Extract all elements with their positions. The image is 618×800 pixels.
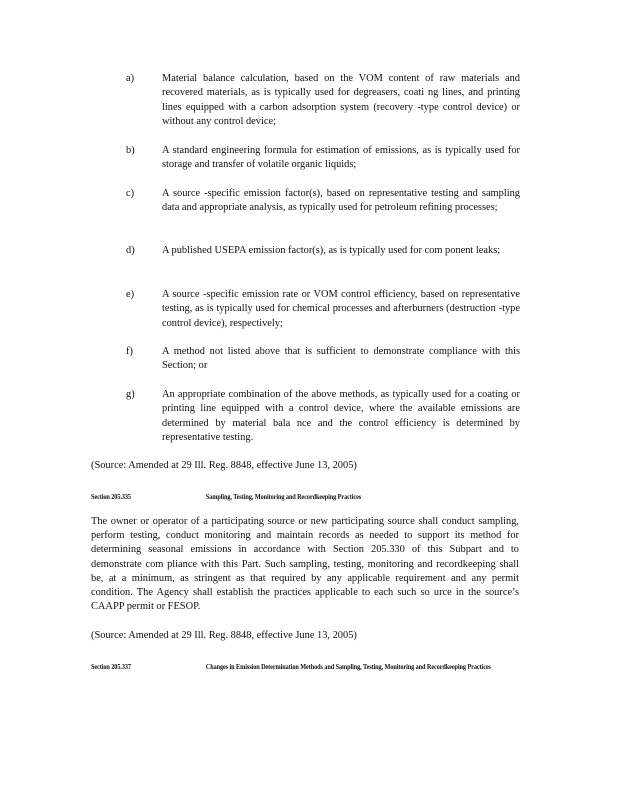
item-label: c) (126, 188, 135, 199)
section-paragraph: The owner or operator of a participating source or new participating source shall conduct sampling, perform testing, conduct monitoring and maintain records as needed to support its method for determining seasonal emissions in accordance with Section 205.330 of this Subpart and to demonstrate com pliance with this Part. Such sampling, testing, monitoring and recordkeeping shall be, at a minimum, as stringent as that required by any applicable requirement and any permit condition. The Agency shall establish the practices applicable to each such so urce in the source’s CAAPP permit or FESOP. (91, 516, 519, 613)
source-note: (Source: Amended at 29 Ill. Reg. 8848, effective June 13, 2005) (91, 630, 357, 641)
item-label: e) (126, 289, 135, 300)
item-text: A source -specific emission rate or VOM control efficiency, based on representative testing, as is typically used for chemical processes and afterburners (destruction -type control device), respectively; (162, 289, 520, 329)
item-label: d) (126, 245, 135, 256)
item-text: A source -specific emission factor(s), based on representative testing and sampling data and appropriate analysis, as typically used for petroleum refining processes; (162, 188, 520, 214)
item-text: A published USEPA emission factor(s), as is typically used for com ponent leaks; (162, 245, 501, 256)
item-text: A standard engineering formula for estimation of emissions, as is typically used for storage and transfer of volatile organic liquids; (162, 145, 520, 171)
source-note: (Source: Amended at 29 Ill. Reg. 8848, effective June 13, 2005) (91, 460, 357, 471)
item-text: Material balance calculation, based on the VOM content of raw materials and recovered materials, as is typically used for degreasers, coati ng lines, and printing lines equipped with a carbon adsorption system (recovery -type control device) or without any control device; (162, 73, 520, 127)
item-text: A method not listed above that is sufficient to demonstrate compliance with this Section; or (162, 346, 520, 372)
item-label: f) (126, 346, 133, 357)
item-label: b) (126, 145, 135, 156)
section-title: Sampling, Testing, Monitoring and Recordkeeping Practices (205, 492, 362, 501)
section-title: Changes in Emission Determination Methods and Sampling, Testing, Monitoring and Recordkeeping Practices (205, 662, 491, 671)
item-text: An appropriate combination of the above methods, as typically used for a coating or printing line equipped with a control device, where the available emissions are determined by material bala nce and the control efficiency is determined by representative testing. (162, 389, 520, 443)
section-number: Section 205.337 (91, 662, 131, 671)
item-label: a) (126, 73, 135, 84)
item-label: g) (126, 389, 135, 400)
section-number: Section 205.335 (91, 492, 131, 501)
